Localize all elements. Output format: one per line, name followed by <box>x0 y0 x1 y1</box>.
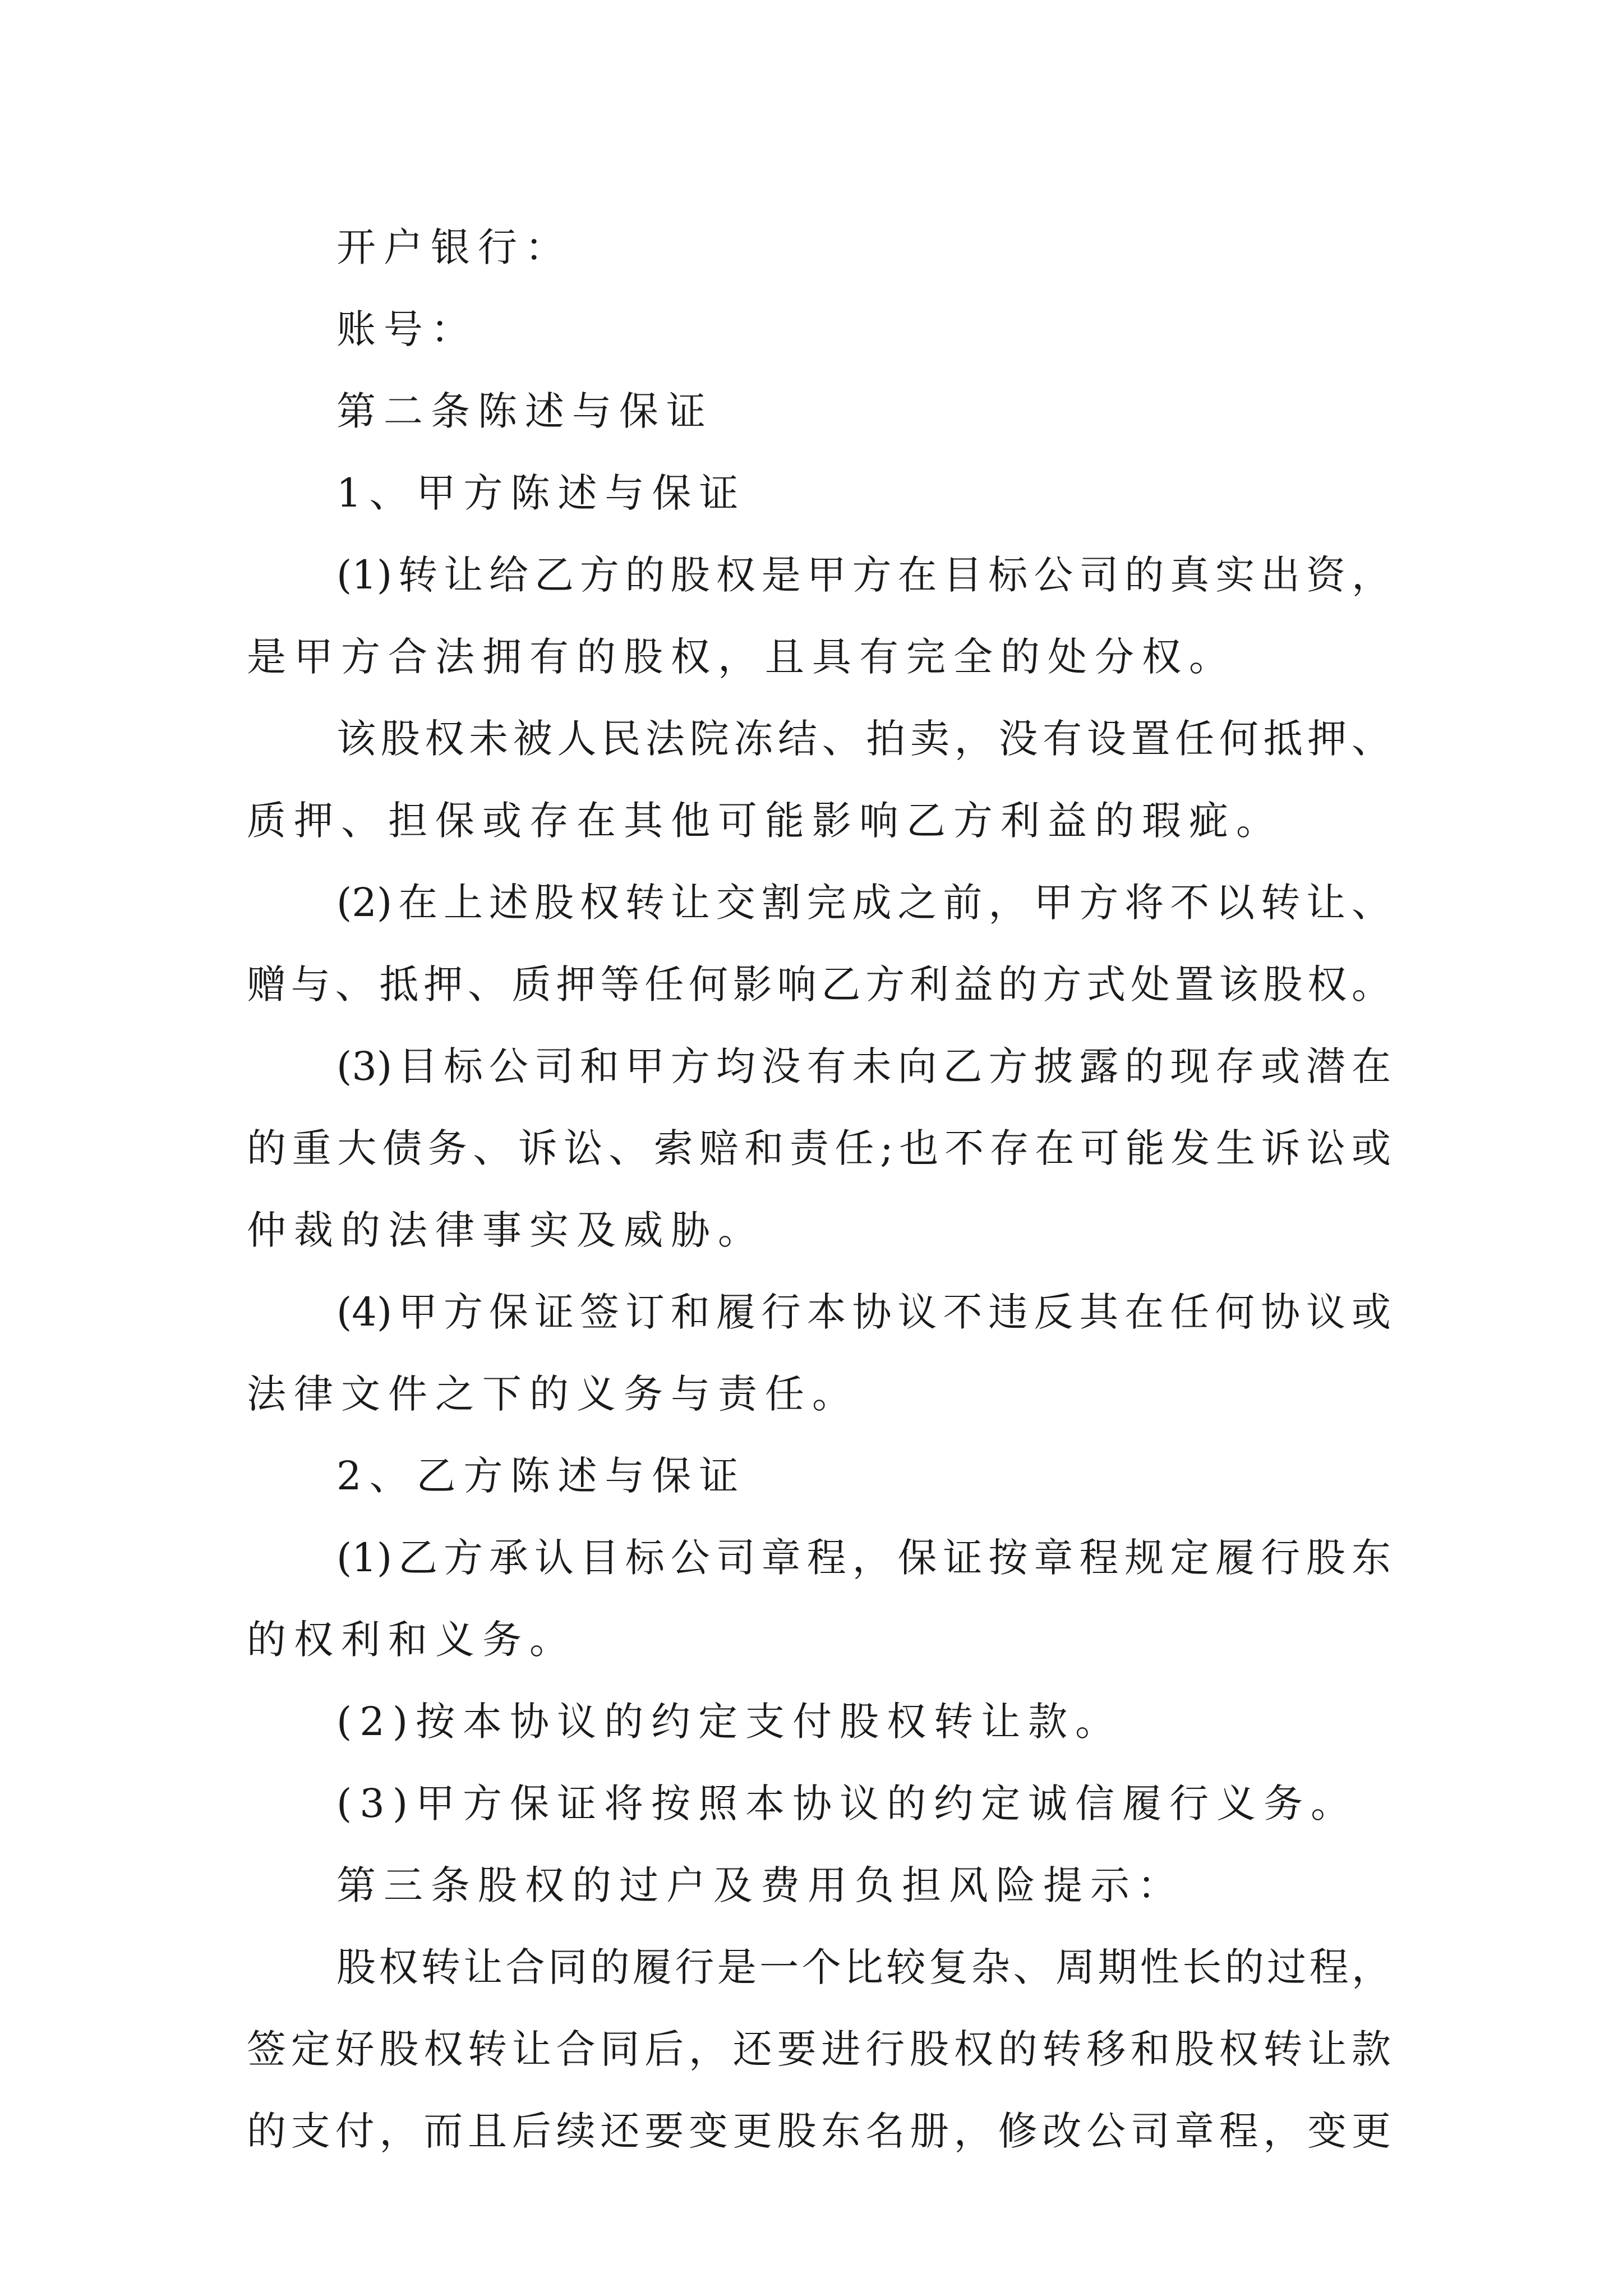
text-line: 开户银行： <box>336 224 572 270</box>
text-line: 是甲方合法拥有的股权，且具有完全的处分权。 <box>247 634 1236 680</box>
text-line: 仲裁的法律事实及威胁。 <box>247 1207 765 1253</box>
text-line: (3)目标公司和甲方均没有未向乙方披露的现存或潜在 <box>336 1043 1391 1089</box>
text-line: 的支付，而且后续还要变更股东名册，修改公司章程，变更 <box>247 2108 1391 2154</box>
text-line: 该股权未被人民法院冻结、拍卖，没有设置任何抵押、 <box>336 716 1391 762</box>
document-body <box>247 206 1391 2172</box>
text-line: (1)转让给乙方的股权是甲方在目标公司的真实出资， <box>336 552 1391 598</box>
text-line: 账号： <box>336 306 478 352</box>
text-line: 签定好股权转让合同后，还要进行股权的转移和股权转让款 <box>247 2026 1391 2072</box>
text-line: (2)在上述股权转让交割完成之前，甲方将不以转让、 <box>336 880 1391 926</box>
text-line: 质押、担保或存在其他可能影响乙方利益的瑕疵。 <box>247 798 1283 844</box>
text-line: (2)按本协议的约定支付股权转让款。 <box>336 1699 1123 1745</box>
subsection-heading: 1、甲方陈述与保证 <box>336 470 746 516</box>
text-line: 股权转让合同的履行是一个比较复杂、周期性长的过程， <box>336 1944 1391 1990</box>
text-line: (4)甲方保证签订和履行本协议不违反其在任何协议或 <box>336 1289 1391 1335</box>
text-line: 的权利和义务。 <box>247 1617 577 1663</box>
text-line: 赠与、抵押、质押等任何影响乙方利益的方式处置该股权。 <box>247 961 1391 1007</box>
text-line: 法律文件之下的义务与责任。 <box>247 1371 859 1417</box>
text-line: (3)甲方保证将按照本协议的约定诚信履行义务。 <box>336 1780 1358 1826</box>
section-heading: 第三条股权的过户及费用负担风险提示： <box>336 1862 1184 1908</box>
text-line: (1)乙方承认目标公司章程，保证按章程规定履行股东 <box>336 1535 1391 1581</box>
section-heading: 第二条陈述与保证 <box>336 388 713 434</box>
text-line: 的重大债务、诉讼、索赔和责任;也不存在可能发生诉讼或 <box>247 1125 1391 1171</box>
subsection-heading: 2、乙方陈述与保证 <box>336 1453 746 1499</box>
